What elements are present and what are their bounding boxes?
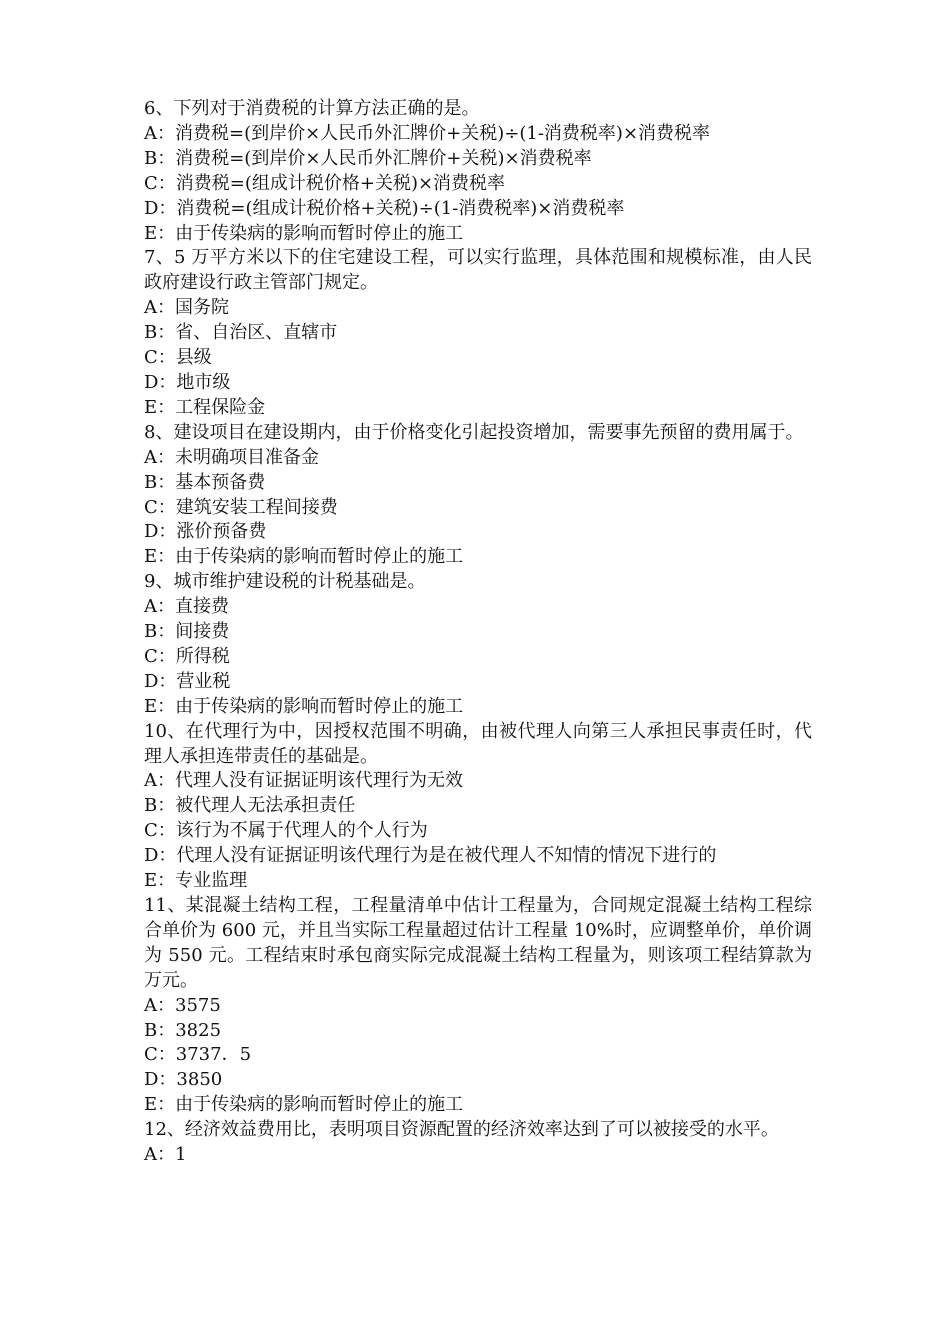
option-c: C：消费税=(组成计税价格+关税)×消费税率 (144, 172, 506, 194)
option-a: A：国务院 (144, 297, 229, 319)
option-c: C：县级 (144, 347, 212, 369)
option-a: A：1 (144, 1144, 187, 1166)
question-8 (144, 421, 812, 570)
question-11 (144, 894, 812, 1118)
option-c: C：3737．5 (144, 1044, 252, 1066)
option-b: B：被代理人无法承担责任 (144, 795, 356, 817)
option-a: A：3575 (144, 994, 221, 1016)
option-e: E：由于传染病的影响而暂时停止的施工 (144, 695, 464, 717)
option-c: C：建筑安装工程间接费 (144, 496, 338, 518)
option-e: E：由于传染病的影响而暂时停止的施工 (144, 1094, 464, 1116)
option-b: B：省、自治区、直辖市 (144, 322, 338, 344)
question-stem: 11、某混凝土结构工程，工程量清单中估计工程量为，合同规定混凝土结构工程综合单价为 600 元，并且当实际工程量超过估计工程量 10%时，应调整单价，单价调为 550 元。工程结束时承包商实际完成混凝土结构工程量为，则该项工程结算款为万元。 (144, 895, 812, 991)
question-10 (144, 720, 812, 894)
option-a: A：消费税=(到岸价×人民币外汇牌价+关税)÷(1-消费税率)×消费税率 (144, 122, 711, 144)
question-6 (144, 97, 812, 246)
option-d: D：代理人没有证据证明该代理行为是在被代理人不知情的情况下进行的 (144, 845, 717, 867)
option-e: E：由于传染病的影响而暂时停止的施工 (144, 546, 464, 568)
option-e: E：专业监理 (144, 870, 248, 892)
option-d: D：涨价预备费 (144, 521, 267, 543)
option-d: D：3850 (144, 1069, 223, 1091)
question-9 (144, 570, 812, 719)
question-stem: 8、建设项目在建设期内，由于价格变化引起投资增加，需要事先预留的费用属于。 (144, 421, 804, 443)
option-d: D：消费税=(组成计税价格+关税)÷(1-消费税率)×消费税率 (144, 197, 625, 219)
option-a: A：直接费 (144, 596, 229, 618)
option-b: B：3825 (144, 1019, 222, 1041)
option-b: B：间接费 (144, 621, 230, 643)
option-b: B：消费税=(到岸价×人民币外汇牌价+关税)×消费税率 (144, 147, 592, 169)
option-d: D：营业税 (144, 670, 231, 692)
option-a: A：未明确项目准备金 (144, 446, 319, 468)
question-stem: 6、下列对于消费税的计算方法正确的是。 (144, 98, 480, 119)
option-d: D：地市级 (144, 371, 231, 393)
document-body (144, 97, 812, 1168)
option-c: C：该行为不属于代理人的个人行为 (144, 820, 428, 842)
option-c: C：所得税 (144, 645, 230, 667)
question-stem: 12、经济效益费用比，表明项目资源配置的经济效率达到了可以被接受的水平。 (144, 1119, 779, 1141)
option-e: E：工程保险金 (144, 396, 266, 418)
question-stem: 7、5 万平方米以下的住宅建设工程，可以实行监理，具体范围和规模标准，由人民政府建设行政主管部门规定。 (144, 247, 812, 294)
question-12 (144, 1118, 812, 1168)
option-a: A：代理人没有证据证明该代理行为无效 (144, 770, 463, 792)
question-stem: 10、在代理行为中，因授权范围不明确，由被代理人向第三人承担民事责任时，代理人承担连带责任的基础是。 (144, 720, 812, 767)
question-7 (144, 246, 812, 420)
option-b: B：基本预备费 (144, 471, 266, 493)
question-stem: 9、城市维护建设税的计税基础是。 (144, 571, 426, 593)
option-e: E：由于传染病的影响而暂时停止的施工 (144, 222, 464, 244)
